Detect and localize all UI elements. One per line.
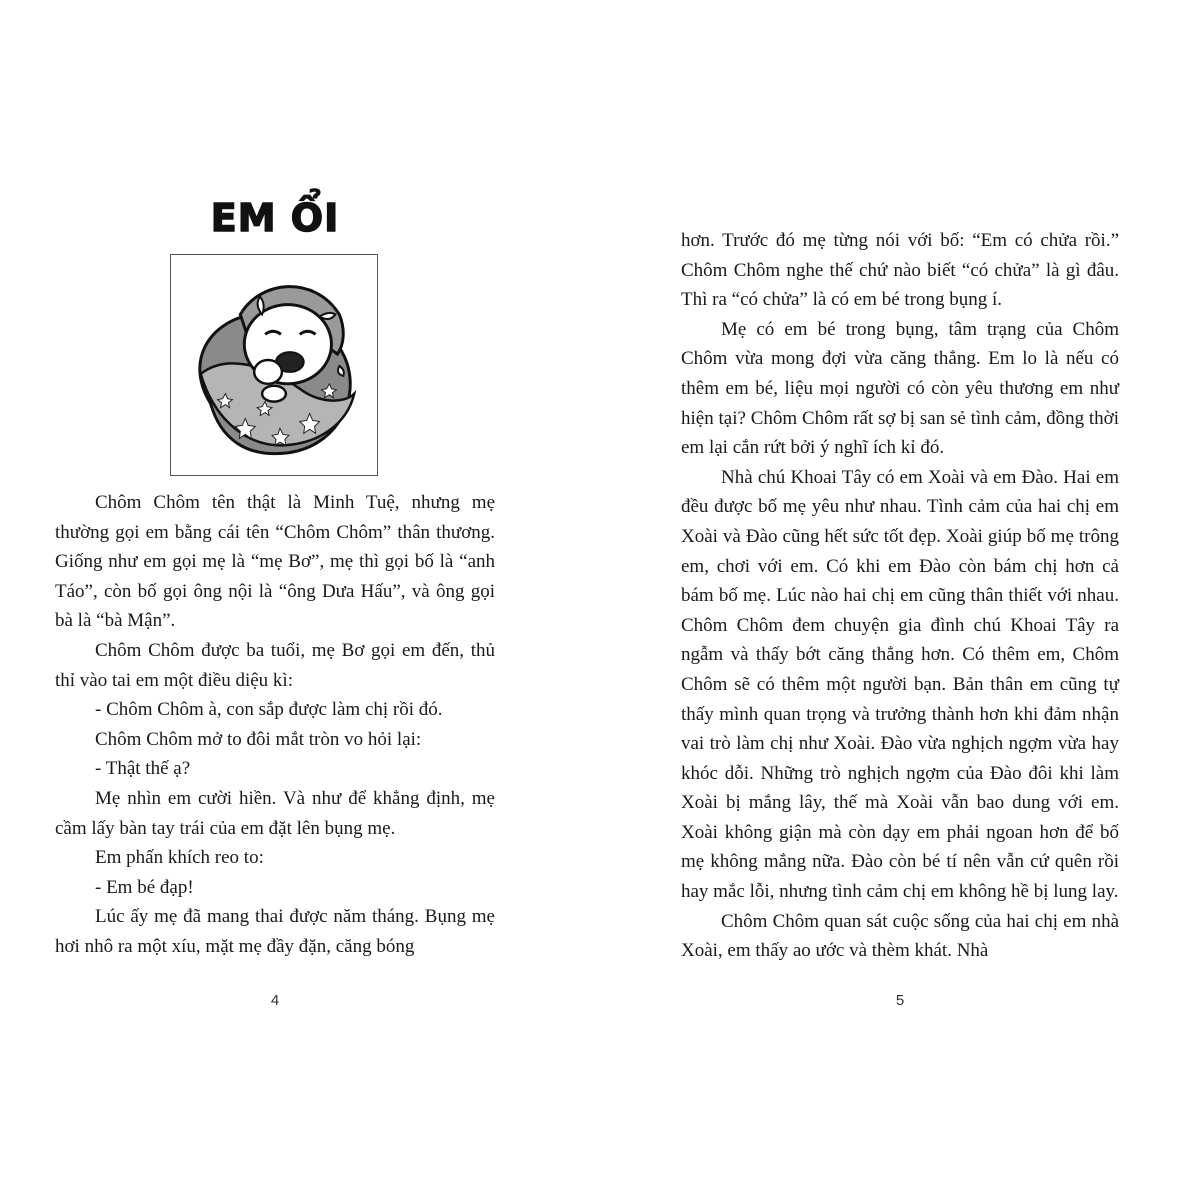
paragraph: Em phấn khích reo to: [95,847,264,869]
paragraph: Mẹ có em bé trong bụng, tâm trạng của Chôm Chôm vừa mong đợi vừa căng thẳng. Em lo là nếu có thêm em bé, liệu mọi người có còn yêu thương em như hiện tại? Chôm Chôm rất sợ bị san sẻ tình cảm, đồng thời em lại cắn rứt bởi ý nghĩ ích kỉ đó. [681,318,1119,459]
paragraph: Lúc ấy mẹ đã mang thai được năm tháng. Bụng mẹ hơi nhô ra một xíu, mặt mẹ đầy đặn, căng bóng [55,906,495,957]
left-page-text [55,488,495,962]
page-number: 5 [895,992,905,1009]
right-page-text [681,226,1119,966]
paragraph: Chôm Chôm tên thật là Minh Tuệ, nhưng mẹ thường gọi em bằng cái tên “Chôm Chôm” thân thương. Giống như em gọi mẹ là “mẹ Bơ”, mẹ thì gọi bố là “anh Táo”, còn bố gọi ông nội là “ông Dưa Hấu”, và ông gọi bà là “bà Mận”. [55,492,495,632]
paragraph: Chôm Chôm mở to đôi mắt tròn vo hỏi lại: [95,728,422,750]
dialogue-line: - Em bé đạp! [95,876,194,898]
continuation-paragraph: hơn. Trước đó mẹ từng nói với bố: “Em có chửa rồi.” Chôm Chôm nghe thế chứ nào biết “có chửa” là gì đâu. Thì ra “có chửa” là có em bé trong bụng í. [681,230,1119,311]
paragraph: Chôm Chôm được ba tuổi, mẹ Bơ gọi em đến, thủ thỉ vào tai em một điều diệu kì: [55,639,495,691]
page-number: 4 [270,992,280,1009]
paragraph: Mẹ nhìn em cười hiền. Và như để khẳng định, mẹ cầm lấy bàn tay trái của em đặt lên bụng mẹ. [55,787,495,839]
baby-in-blanket-drawing [171,255,377,475]
paragraph: Chôm Chôm quan sát cuộc sống của hai chị em nhà Xoài, em thấy ao ước và thèm khát. Nhà [681,910,1119,962]
dialogue-line: - Thật thế ạ? [95,758,191,780]
crying-baby-illustration [170,254,378,476]
chapter-title: EM ỔI [210,196,340,240]
right-page [600,0,1200,1200]
paragraph: Nhà chú Khoai Tây có em Xoài và em Đào. Hai em đều được bố mẹ yêu như nhau. Tình cảm của hai chị em Xoài và Đào cũng hết sức tốt đẹp. Xoài giúp bố mẹ trông em, chơi với em. Có khi em Đào còn bám chị hơn cả bám bố mẹ. Lúc nào hai chị em cũng thân thiết với nhau. Chôm Chôm đem chuyện gia đình chú Khoai Tây ra ngẫm và thấy bớt căng thẳng hơn. Có thêm em, Chôm Chôm sẽ có thêm một người bạn. Bản thân em cũng tự thấy mình quan trọng và trưởng thành hơn khi đảm nhận vai trò làm chị như Xoài. Đào vừa nghịch ngợm vừa hay khóc dỗi. Những trò nghịch ngợm của Đào đôi khi làm Xoài bị mắng lây, thế mà Xoài vẫn bao dung với em. Xoài không giận mà còn dạy em phải ngoan hơn để bố mẹ không mắng nữa. Đào còn bé tí nên vẫn cứ quên rồi hay mắc lỗi, nhưng tình cảm chị em không hề bị lung lay. [681,466,1119,903]
dialogue-line: - Chôm Chôm à, con sắp được làm chị rồi đó. [95,699,443,721]
